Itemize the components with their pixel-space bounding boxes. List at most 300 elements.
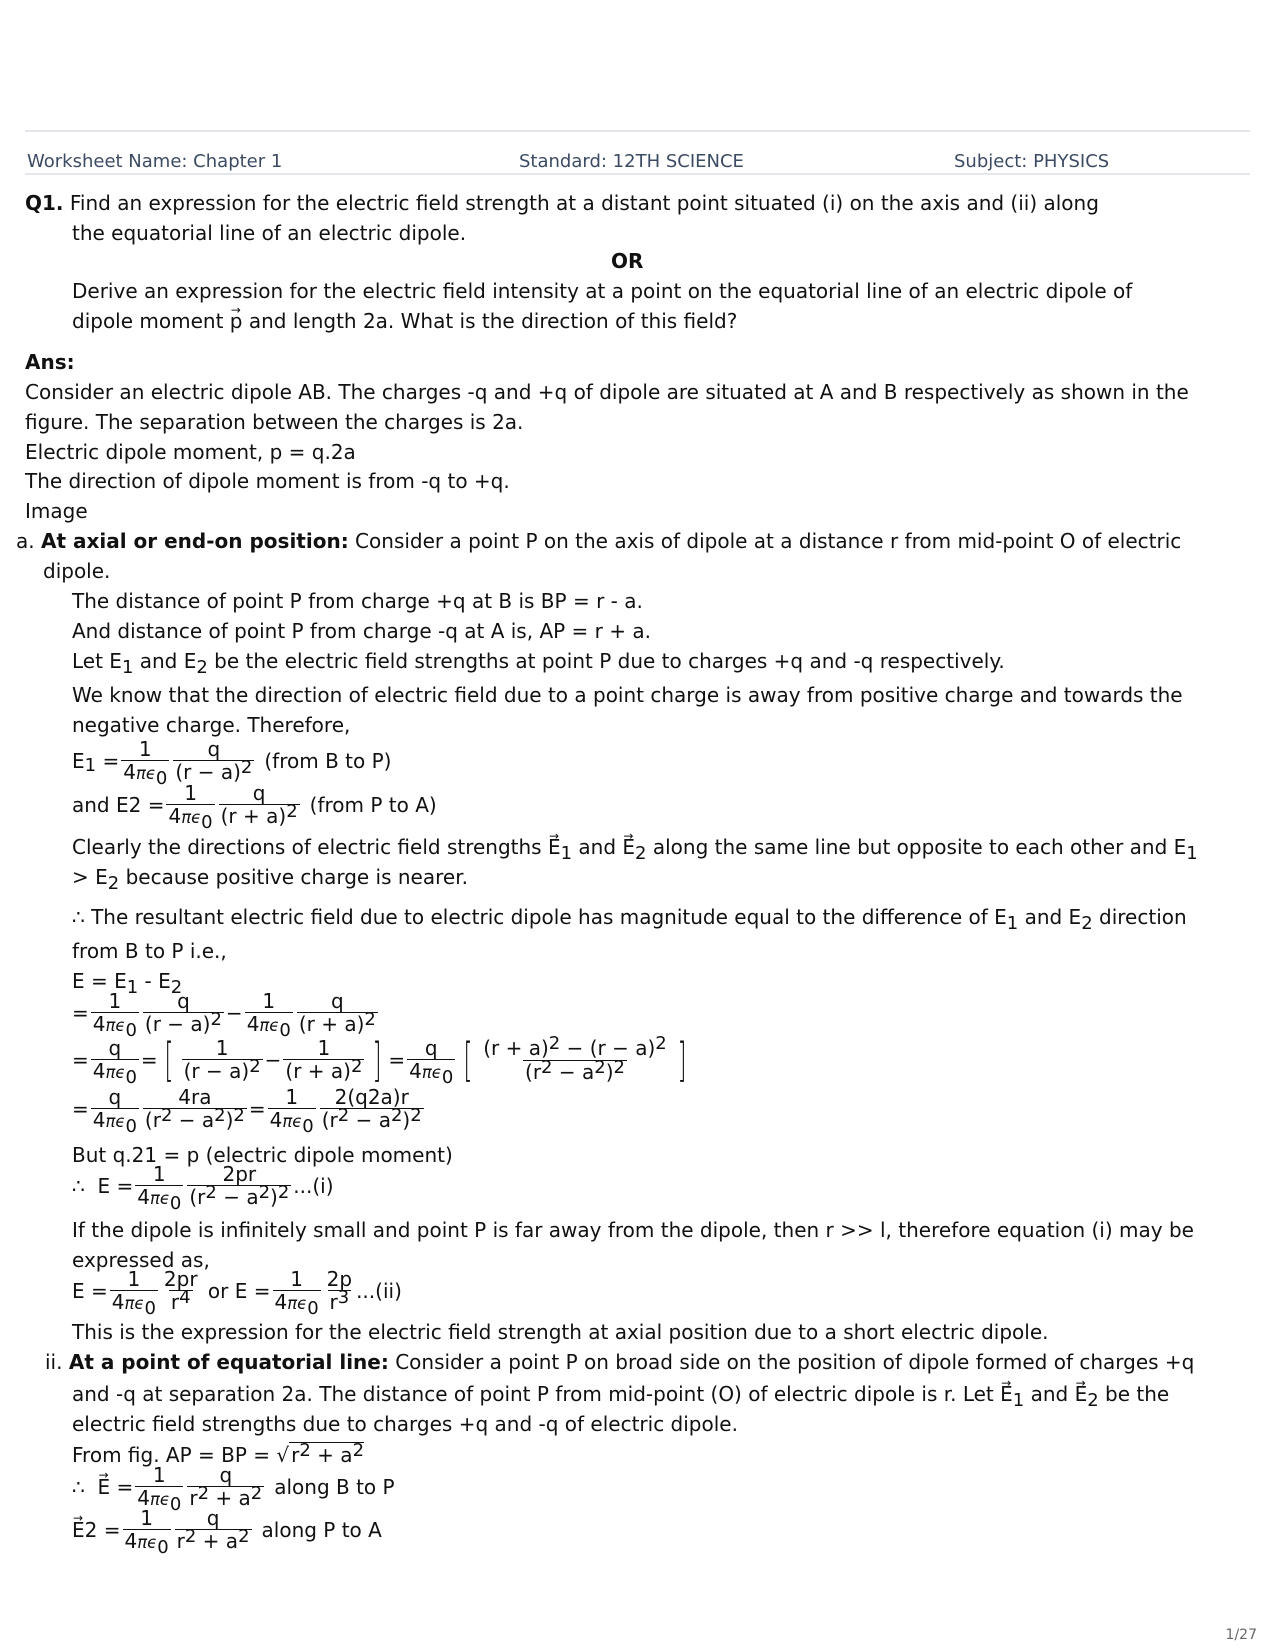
fraction xyxy=(91,989,139,1041)
math-text: πϵ xyxy=(105,1112,126,1131)
math-text: 2 xyxy=(107,872,120,894)
math-text: ii. xyxy=(45,1350,63,1374)
math-text: 0 xyxy=(302,1115,314,1137)
denominator xyxy=(273,1290,321,1319)
math-text: direction xyxy=(1092,905,1187,929)
math-text: ...(ii) xyxy=(356,1278,402,1303)
fraction xyxy=(121,737,169,789)
math-text: − xyxy=(225,1000,243,1025)
math-text: (r + a) xyxy=(483,1036,549,1060)
math-text: ) xyxy=(605,1059,614,1084)
math-text: 4 xyxy=(409,1059,422,1084)
or-label: OR xyxy=(611,249,644,273)
fraction xyxy=(245,989,293,1041)
section-a-heading xyxy=(16,531,1181,551)
math-text: r xyxy=(329,1290,338,1314)
math-text: along B to P xyxy=(274,1474,395,1499)
math-text: ] xyxy=(372,1033,382,1088)
fraction xyxy=(273,1267,321,1319)
math-text: 1 xyxy=(1186,842,1198,864)
math-text: = xyxy=(116,1173,134,1198)
math-text: 2 xyxy=(233,1104,245,1126)
math-text: = xyxy=(248,1096,266,1121)
math-text: 1 xyxy=(184,781,197,805)
denominator xyxy=(91,1059,139,1088)
math-text: [ xyxy=(463,1033,473,1088)
math-text: 2p xyxy=(326,1267,353,1291)
math-text: + a xyxy=(209,1486,251,1510)
math-text: 1 xyxy=(1012,1389,1025,1411)
math-text: 2pr xyxy=(163,1267,198,1291)
fraction xyxy=(91,1036,139,1088)
math-text: 2 xyxy=(238,1525,250,1547)
equation-i xyxy=(72,1162,334,1214)
clearly-line xyxy=(72,835,1198,864)
e-difference xyxy=(72,969,183,998)
section-b-line2 xyxy=(72,1382,1170,1411)
denominator xyxy=(175,1525,252,1553)
fraction xyxy=(123,1506,171,1558)
math-text: 2(q2a)r xyxy=(334,1085,409,1109)
math-text: = xyxy=(388,1048,406,1073)
math-text: 4 xyxy=(123,760,136,784)
fraction xyxy=(91,1085,139,1137)
fraction xyxy=(297,990,378,1036)
question-label: Q1. xyxy=(25,191,64,215)
standard: Standard: 12TH SCIENCE xyxy=(519,151,744,172)
t: be the electric field strengths at point P due to charges +q and -q respectively. xyxy=(207,649,1005,673)
math-text: 1 xyxy=(108,989,122,1013)
equation-ii xyxy=(72,1267,402,1319)
math-text: E = E xyxy=(72,969,127,993)
denominator xyxy=(123,1529,171,1558)
axial-conclusion: This is the expression for the electric field strength at axial position due to a short electric dipole. xyxy=(72,1320,1049,1344)
math-text: 2 xyxy=(1081,912,1093,934)
math-text: 2 xyxy=(548,1032,561,1054)
math-text: q xyxy=(108,1036,122,1061)
math-text: 2 xyxy=(613,1056,625,1078)
math-text: πϵ xyxy=(105,1063,126,1083)
if-line: If the dipole is infinitely small and point P is far away from the dipole, then r >> l, therefore equation (i) may be xyxy=(72,1218,1194,1242)
from-b-to-p-line: from B to P i.e., xyxy=(72,939,227,963)
math-text: → E xyxy=(1075,1384,1088,1404)
derivation-step-3 xyxy=(72,1085,426,1137)
equation-e1 xyxy=(72,737,392,789)
t: 2 xyxy=(128,792,142,817)
math-text: 2 xyxy=(299,1439,311,1461)
math-text: 2 xyxy=(594,1056,606,1078)
math-text: 2 xyxy=(84,1517,98,1542)
math-text: = xyxy=(72,1000,89,1025)
math-text: − a xyxy=(552,1059,595,1084)
ap-line: And distance of point P from charge -q at A is, AP = r + a. xyxy=(72,619,651,643)
math-text: 1 xyxy=(285,1085,299,1109)
math-text: because positive charge is nearer. xyxy=(119,865,468,889)
worksheet-name: Worksheet Name: Chapter 1 xyxy=(27,151,283,172)
denominator xyxy=(320,1104,424,1132)
t: = xyxy=(102,748,120,773)
section-b-heading xyxy=(45,1352,1194,1372)
math-text: 2 xyxy=(390,1104,403,1126)
math-text: 2 xyxy=(240,756,253,778)
math-text: 2 xyxy=(350,1056,363,1078)
math-text: πϵ xyxy=(287,1294,308,1313)
denominator xyxy=(91,1108,139,1137)
answer-p3: Electric dipole moment, p = q.2a xyxy=(25,440,356,464)
math-text: = xyxy=(72,1096,89,1121)
math-text: 1 xyxy=(152,1162,166,1186)
vector-p: → p xyxy=(230,311,243,331)
numerator xyxy=(481,1032,669,1060)
denominator xyxy=(219,800,300,828)
math-text: 0 xyxy=(125,1019,137,1041)
math-text: πϵ xyxy=(282,1112,303,1131)
math-text: 1 xyxy=(152,1463,166,1487)
math-text: πϵ xyxy=(105,1016,126,1035)
math-text: 0 xyxy=(169,1493,182,1515)
math-text: > E xyxy=(72,865,108,889)
math-text: πϵ xyxy=(149,1189,170,1208)
math-text: 2 xyxy=(184,1525,197,1547)
from-fig-line: From fig. AP = BP = √ r2 + a2 xyxy=(72,1439,365,1467)
math-text: 4 xyxy=(137,1185,150,1209)
math-text: 4 xyxy=(246,1012,260,1036)
math-text: q xyxy=(252,781,266,805)
math-text: − a xyxy=(172,1108,215,1132)
math-text: 2 xyxy=(635,842,647,864)
math-text: 0 xyxy=(144,1297,156,1319)
math-text: 2 xyxy=(655,1032,667,1054)
but-line: But q.21 = p (electric dipole moment) xyxy=(72,1143,453,1167)
math-text: 2 xyxy=(352,1439,365,1461)
denominator xyxy=(135,1185,183,1214)
denominator xyxy=(283,1056,364,1084)
num: q xyxy=(207,737,221,761)
math-text: 4 xyxy=(137,1486,150,1510)
ans: Ans: xyxy=(25,350,75,374)
math-text: (r xyxy=(321,1108,338,1132)
math-text: ...(i) xyxy=(293,1173,334,1198)
math-text: 2pr xyxy=(222,1162,257,1186)
know-line: We know that the direction of electric field due to a point charge is away from positive charge and towards the xyxy=(72,683,1183,707)
math-text: 2 xyxy=(337,1104,350,1126)
math-text: πϵ xyxy=(124,1294,145,1313)
text: dipole moment xyxy=(72,309,230,333)
math-text: 2 xyxy=(160,1104,173,1126)
t: Let E xyxy=(72,649,122,673)
math-text: 2 xyxy=(205,1181,217,1203)
math-text: (r − a) xyxy=(144,1012,211,1036)
denominator xyxy=(407,1059,455,1088)
denominator xyxy=(143,1104,247,1132)
math-text: 4 xyxy=(92,1108,106,1132)
equation-e2 xyxy=(72,781,437,833)
equation-e-vector xyxy=(72,1463,395,1515)
expressed-line: expressed as, xyxy=(72,1248,210,1272)
math-text: 1 xyxy=(140,1506,153,1530)
math-text: or xyxy=(207,1278,229,1303)
page-number: 1/27 xyxy=(1225,1627,1257,1643)
math-text: Clearly the directions of electric field strengths xyxy=(72,835,548,859)
math-text: 4ra xyxy=(178,1085,212,1109)
fraction xyxy=(320,1086,424,1132)
math-text: → E xyxy=(72,1518,85,1542)
question-text: Find an expression for the electric field strength at a distant point situated (i) on the axis and (ii) along xyxy=(69,191,1099,215)
image-placeholder: Image xyxy=(25,499,88,523)
math-text: 2 xyxy=(286,800,298,822)
math-text: 4 xyxy=(92,1059,106,1084)
let-line xyxy=(72,649,1005,678)
math-text: 4 xyxy=(269,1108,283,1132)
math-text: 1 xyxy=(262,989,276,1013)
math-text: be the xyxy=(1098,1382,1170,1406)
math-text: and -q at separation 2a. The distance of point P from mid-point (O) of electric dipole is r. Let xyxy=(72,1382,1001,1406)
denominator xyxy=(328,1286,352,1314)
math-text: − xyxy=(566,1036,584,1060)
math-text: r xyxy=(176,1529,185,1553)
math-text: along P to A xyxy=(261,1517,382,1542)
t: = xyxy=(147,792,165,817)
math-text: 1 xyxy=(1006,912,1019,934)
question-line-3: Derive an expression for the electric field intensity at a point on the equatorial line of an electric dipole of xyxy=(72,279,1133,303)
fraction xyxy=(219,782,300,828)
denominator xyxy=(166,804,214,833)
fraction xyxy=(173,738,254,784)
math-text: 0 xyxy=(441,1066,454,1088)
answer-p4: The direction of dipole moment is from -q to +q. xyxy=(25,469,510,493)
math-text: 4 xyxy=(124,1529,138,1553)
math-text: (r xyxy=(525,1059,542,1084)
math-text: 0 xyxy=(155,767,168,789)
math-text: πϵ xyxy=(421,1063,442,1083)
math-text: 2 xyxy=(410,1104,422,1126)
math-text: q xyxy=(108,1085,122,1109)
denominator xyxy=(187,1181,291,1209)
math-text: 2 xyxy=(170,976,183,998)
math-text: 2 xyxy=(197,1482,210,1504)
num: 1 xyxy=(138,737,152,761)
math-text: + a xyxy=(196,1529,239,1553)
question-line-4 xyxy=(72,311,737,331)
math-text: πϵ xyxy=(135,764,156,783)
math-text: = xyxy=(72,1048,89,1073)
math-text: 0 xyxy=(307,1297,319,1319)
math-text: + a xyxy=(310,1443,353,1467)
t: and E xyxy=(72,792,129,817)
fraction xyxy=(283,1037,364,1083)
math-text: 2 xyxy=(277,1181,290,1203)
math-text: → E xyxy=(622,837,635,857)
math-text: E xyxy=(234,1278,248,1303)
math-text: πϵ xyxy=(259,1016,280,1035)
or-divider xyxy=(611,251,643,271)
t: (from B to P) xyxy=(264,748,392,773)
math-text: and E xyxy=(1018,905,1082,929)
math-text: 2 xyxy=(250,1482,263,1504)
math-text: = xyxy=(116,1474,134,1499)
derivation-step-2 xyxy=(72,1032,693,1088)
resultant-line xyxy=(72,905,1187,934)
math-text: (r − a) xyxy=(589,1036,656,1060)
math-text: 1 xyxy=(290,1267,303,1291)
math-text: = xyxy=(103,1517,121,1542)
math-text: 1 xyxy=(317,1036,331,1061)
math-text: 2 xyxy=(210,1008,222,1030)
math-text: 0 xyxy=(125,1066,137,1088)
math-text: 4 xyxy=(168,804,182,828)
math-text: The resultant electric field due to electric dipole has magnitude equal to the difference of E xyxy=(84,905,1007,929)
fraction xyxy=(143,990,224,1036)
fraction xyxy=(325,1268,354,1314)
answer-p1: Consider an electric dipole AB. The charges -q and +q of dipole are situated at A and B respectively as shown in the xyxy=(25,380,1189,404)
math-text: 1 xyxy=(560,842,573,864)
math-text: 1 xyxy=(215,1036,229,1061)
fraction xyxy=(407,1036,455,1088)
math-text: ) xyxy=(402,1108,411,1132)
math-text: E xyxy=(97,1173,111,1198)
denominator xyxy=(245,1012,293,1041)
math-text: = xyxy=(253,1278,271,1303)
list-marker: a. xyxy=(16,529,35,553)
section-title: At axial or end-on position: xyxy=(40,529,349,553)
math-text: 0 xyxy=(157,1536,169,1558)
math-text: ∴ xyxy=(72,1173,85,1198)
math-text: q xyxy=(219,1463,233,1487)
answer-label xyxy=(25,352,75,372)
math-text: 4 xyxy=(179,1286,191,1308)
denominator xyxy=(110,1290,158,1319)
neg-line: negative charge. Therefore, xyxy=(72,713,351,737)
math-text: πϵ xyxy=(149,1490,170,1509)
sub: 2 xyxy=(196,656,208,678)
math-text: 2 xyxy=(214,1104,226,1126)
text: Consider a point P on the axis of dipole at a distance r from mid-point O of electric xyxy=(348,529,1182,553)
math-text: - E xyxy=(138,969,171,993)
denominator xyxy=(169,1286,193,1314)
math-text: (r + a) xyxy=(285,1059,351,1084)
section-a-line2: dipole. xyxy=(43,559,111,583)
header-divider xyxy=(25,173,1250,175)
t: (from P to A) xyxy=(309,792,437,817)
math-text: ∴ xyxy=(72,905,85,929)
math-text: ] xyxy=(677,1033,687,1088)
fraction xyxy=(268,1085,316,1137)
math-text: 2 xyxy=(541,1056,553,1078)
math-text: 2 xyxy=(249,1056,261,1078)
math-text: r xyxy=(291,1443,300,1467)
fraction xyxy=(175,1507,252,1553)
fraction xyxy=(187,1464,264,1510)
math-text: → E xyxy=(548,837,561,857)
math-text: 4 xyxy=(111,1290,125,1314)
sub: 1 xyxy=(84,754,97,776)
math-text: 0 xyxy=(279,1019,291,1041)
denominator xyxy=(523,1056,627,1084)
math-text: − a xyxy=(349,1108,391,1132)
math-text: 0 xyxy=(201,811,213,833)
math-text: − a xyxy=(216,1185,259,1209)
math-text: q xyxy=(206,1506,220,1530)
t: and E xyxy=(133,649,197,673)
math-text: 0 xyxy=(125,1115,137,1137)
math-text: ) xyxy=(270,1185,278,1209)
math-text: and xyxy=(1024,1382,1075,1406)
question-line-2: the equatorial line of an electric dipole. xyxy=(72,221,467,245)
math-text: 3 xyxy=(337,1286,350,1308)
math-text: = xyxy=(91,1278,108,1303)
math-text: 2 xyxy=(258,1181,271,1203)
fraction xyxy=(135,1162,183,1214)
fraction xyxy=(481,1032,669,1084)
math-text: [ xyxy=(164,1033,174,1088)
math-text: − xyxy=(264,1048,282,1073)
fraction xyxy=(187,1163,291,1209)
math-text: 0 xyxy=(169,1192,182,1214)
math-text: 4 xyxy=(274,1290,288,1314)
section-b-line3: electric field strengths due to charges +q and -q of electric dipole. xyxy=(72,1412,738,1436)
math-text: r xyxy=(189,1486,198,1510)
nearer-line xyxy=(72,865,468,894)
math-text: 4 xyxy=(92,1012,106,1036)
math-text: 1 xyxy=(127,1267,141,1291)
denominator xyxy=(268,1108,316,1137)
math-text: → E xyxy=(1000,1384,1013,1404)
fraction xyxy=(135,1463,183,1515)
top-divider xyxy=(25,130,1250,132)
fraction xyxy=(162,1268,200,1314)
text: and length 2a. What is the direction of this field? xyxy=(242,309,738,333)
math-text: πϵ xyxy=(137,1533,158,1552)
den xyxy=(121,760,169,789)
math-text: (r + a) xyxy=(298,1012,365,1036)
fraction xyxy=(110,1267,158,1319)
math-text: πϵ xyxy=(181,808,202,827)
denominator xyxy=(143,1008,224,1036)
t: E xyxy=(72,748,85,773)
equation-e2-vector xyxy=(72,1506,382,1558)
math-text: and xyxy=(572,835,623,859)
question-line-1 xyxy=(25,193,1099,213)
math-text: ∴ xyxy=(72,1474,85,1499)
subject: Subject: PHYSICS xyxy=(954,151,1110,172)
derivation-step-1 xyxy=(72,989,380,1041)
denominator xyxy=(91,1012,139,1041)
math-text: 2 xyxy=(1087,1389,1099,1411)
math-text: 1 xyxy=(126,976,139,998)
math-text: (r xyxy=(189,1185,206,1209)
math-text: (r xyxy=(144,1108,161,1132)
math-text: E xyxy=(72,1278,85,1303)
denominator xyxy=(297,1008,378,1036)
math-text: (r − a) xyxy=(183,1059,250,1084)
fraction xyxy=(143,1086,247,1132)
math-text: (r − a) xyxy=(175,760,241,784)
math-text: along the same line but opposite to each other and E xyxy=(646,835,1187,859)
math-text: → E xyxy=(97,1475,110,1499)
math-text: q xyxy=(330,989,344,1013)
fraction xyxy=(166,781,214,833)
fraction xyxy=(182,1037,263,1083)
sub: 1 xyxy=(121,656,134,678)
math-text: = xyxy=(140,1048,158,1073)
math-text: At a point of equatorial line: xyxy=(68,1350,389,1374)
math-text: ) xyxy=(225,1108,234,1132)
denominator xyxy=(182,1056,263,1084)
math-text: From fig. AP = BP = xyxy=(72,1443,277,1467)
math-text: 2 xyxy=(364,1008,376,1030)
math-text: q xyxy=(177,989,190,1013)
math-text: Consider a point P on broad side on the position of dipole formed of charges +q xyxy=(388,1350,1195,1374)
